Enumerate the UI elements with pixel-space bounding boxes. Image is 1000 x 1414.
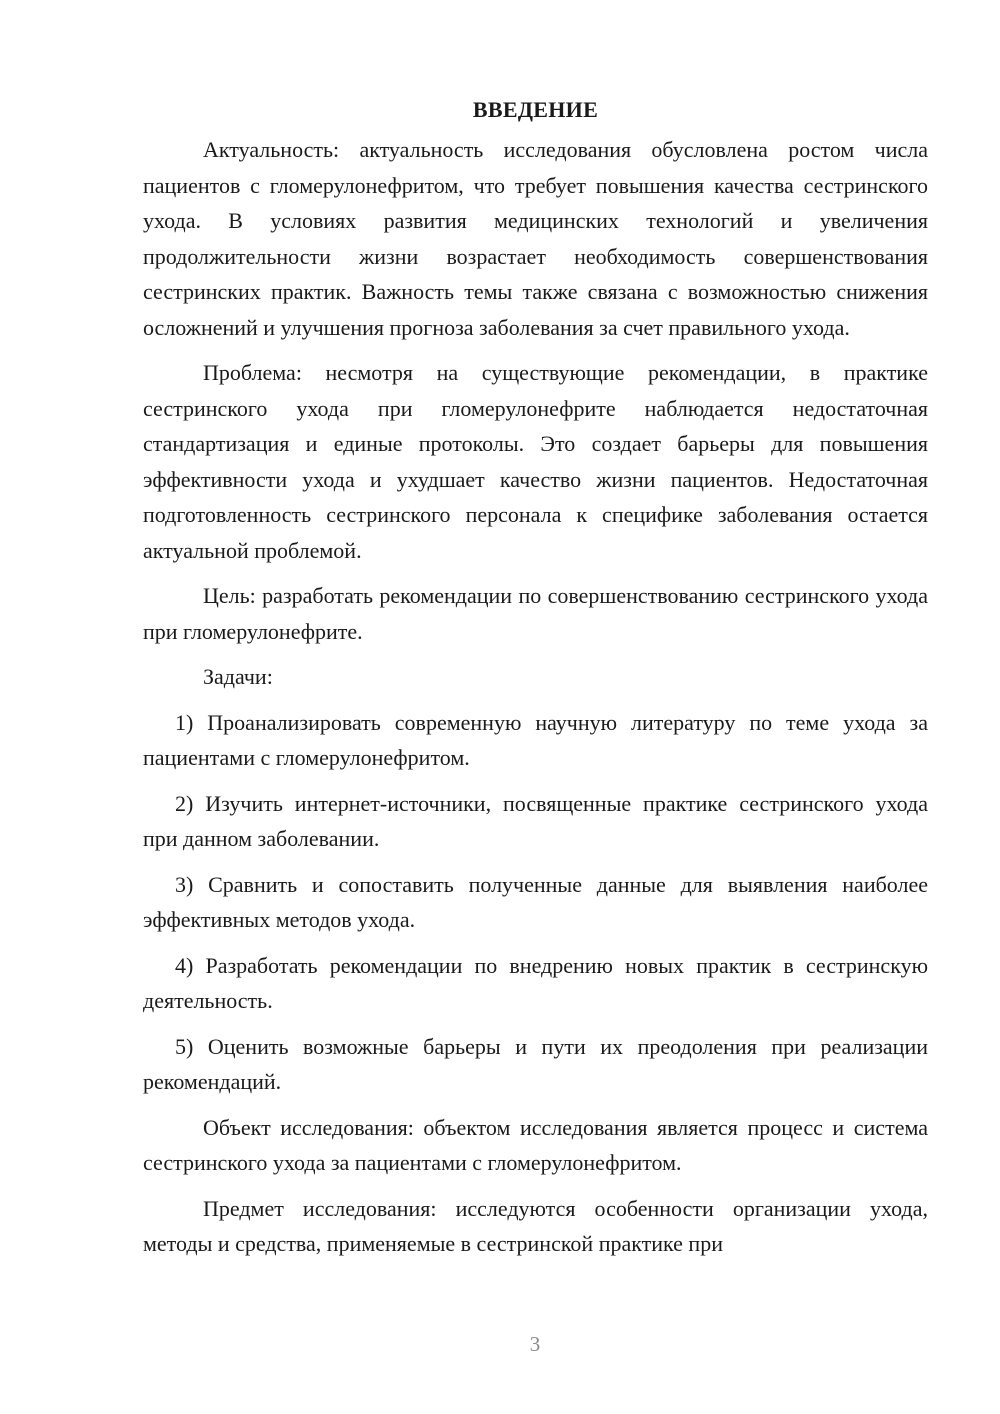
problem-paragraph: Проблема: несмотря на существующие рекомендации, в практике сестринского ухода при гломерулонефрите наблюдается недостаточная стандартизация и единые протоколы. Это создает барьеры для повышения эффективности ухода и ухудшает качество жизни пациентов. Недостаточная подготовленность сестринского персонала к специфике заболевания остается актуальной проблемой. [143,360,928,563]
tasks-label: Задачи: [203,664,273,689]
document-page [143,92,928,1272]
section-heading: ВВЕДЕНИЕ [472,97,599,122]
task-item-5: 5) Оценить возможные барьеры и пути их преодоления при реализации рекомендаций. [143,1033,928,1094]
task-item-2: 2) Изучить интернет-источники, посвященные практике сестринского ухода при данном заболевании. [143,790,928,851]
task-item-3: 3) Сравнить и сопоставить полученные данные для выявления наиболее эффективных методов ухода. [143,871,928,932]
task-item-1: 1) Проанализировать современную научную литературу по теме ухода за пациентами с гломерулонефритом. [143,709,928,770]
goal-paragraph: Цель: разработать рекомендации по совершенствованию сестринского ухода при гломерулонефрите. [143,583,928,644]
task-item-4: 4) Разработать рекомендации по внедрению новых практик в сестринскую деятельность. [143,952,928,1013]
page-number: 3 [529,1332,541,1356]
subject-paragraph: Предмет исследования: исследуются особенности организации ухода, методы и средства, применяемые в сестринской практике при [143,1195,928,1256]
relevance-paragraph: Актуальность: актуальность исследования обусловлена ростом числа пациентов с гломерулонефритом, что требует повышения качества сестринского ухода. В условиях развития медицинских технологий и увеличения продолжительности жизни возрастает необходимость совершенствования сестринских практик. Важность темы также связана с возможностью снижения осложнений и улучшения прогноза заболевания за счет правильного ухода. [143,137,928,340]
object-paragraph: Объект исследования: объектом исследования является процесс и система сестринского ухода за пациентами с гломерулонефритом. [143,1114,928,1175]
